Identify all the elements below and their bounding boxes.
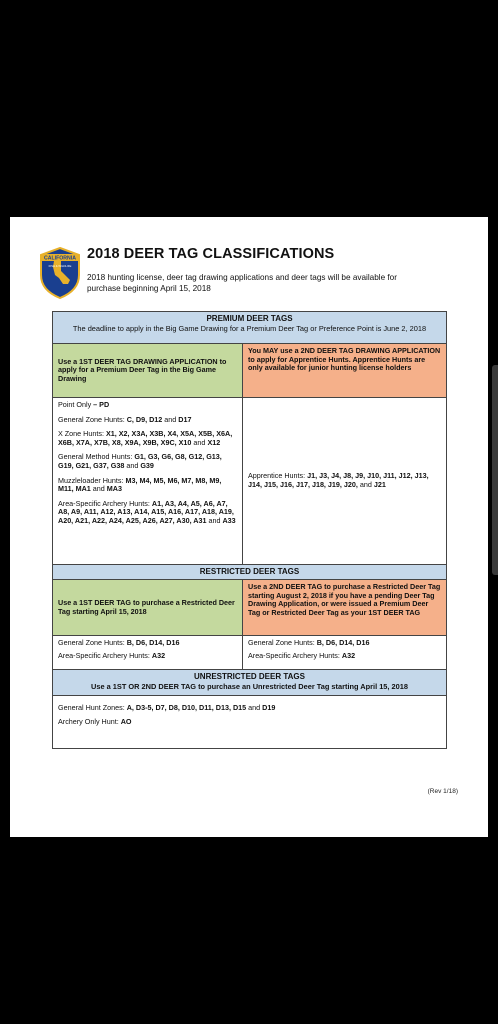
premium-left-header: Use a 1ST DEER TAG DRAWING APPLICATION to apply for a Premium Deer Tag in the Big Game Drawing xyxy=(53,344,243,397)
document-title: 2018 DEER TAG CLASSIFICATIONS xyxy=(87,246,335,262)
unrestricted-subtitle: Use a 1ST OR 2ND DEER TAG to purchase an Unrestricted Deer Tag starting April 15, 2018 xyxy=(91,682,408,691)
premium-content-row xyxy=(53,398,446,565)
list-item: Muzzleloader Hunts: M3, M4, M5, M6, M7, M8, M9, M11, MA1 and MA3 xyxy=(58,475,222,494)
list-item: Area-Specific Archery Hunts: A1, A3, A4, A5, A6, A7, A8, A9, A11, A12, A13, A14, A15, A16, A17, A18, A19, A20, A21, A22, A24, A25, A26, A27, A30, A31 and A33 xyxy=(58,498,236,525)
premium-band xyxy=(53,312,446,344)
list-item: General Hunt Zones: A, D3-5, D7, D8, D10, D11, D13, D15 and D19 xyxy=(58,703,276,712)
list-item: Area-Specific Archery Hunts: A32 xyxy=(248,650,356,660)
premium-right-list xyxy=(243,398,446,564)
restricted-header-row xyxy=(53,580,446,636)
list-item: General Zone Hunts: B, D6, D14, D16 xyxy=(248,638,370,647)
premium-right-header: You MAY use a 2ND DEER TAG DRAWING APPLICATION to apply for Apprentice Hunts. Apprentice Hunts are only available for junior hunting license holders xyxy=(243,344,446,397)
premium-left-list xyxy=(53,398,243,564)
list-item: Point Only – PD xyxy=(58,400,110,409)
list-item: Apprentice Hunts: J1, J3, J4, J8, J9, J10, J11, J12, J13, J14, J15, J16, J17, J18, J19, J20, and J21 xyxy=(248,471,429,489)
list-item: General Zone Hunts: B, D6, D14, D16 xyxy=(58,638,180,647)
document-subtitle: 2018 hunting license, deer tag drawing applications and deer tags will be available for purchase beginning April 15, 2018 xyxy=(87,273,397,293)
unrestricted-band xyxy=(53,670,446,696)
restricted-left-header: Use a 1ST DEER TAG to purchase a Restricted Deer Tag starting April 15, 2018 xyxy=(53,580,243,635)
restricted-right-list xyxy=(243,636,446,669)
list-item: X Zone Hunts: X1, X2, X3A, X3B, X4, X5A, X5B, X6A, X6B, X7A, X7B, X8, X9A, X9B, X9C, X10 and X12 xyxy=(58,429,233,447)
unrestricted-title: UNRESTRICTED DEER TAGS xyxy=(194,672,305,681)
logo-subtext: FISH & WILDLIFE xyxy=(48,264,72,268)
deer-tag-table xyxy=(52,311,447,749)
revision-label: (Rev 1/18) xyxy=(427,788,458,795)
premium-title: PREMIUM DEER TAGS xyxy=(206,314,293,323)
unrestricted-content xyxy=(53,696,446,730)
premium-deadline: The deadline to apply in the Big Game Drawing for a Premium Deer Tag or Preference Point is June 2, 2018 xyxy=(72,324,427,333)
california-fish-wildlife-badge-icon xyxy=(39,247,81,299)
list-item: Area-Specific Archery Hunts: A32 xyxy=(58,650,166,660)
restricted-title: RESTRICTED DEER TAGS xyxy=(199,567,300,576)
list-item: General Zone Hunts: C, D9, D12 and D17 xyxy=(58,414,192,424)
document-page xyxy=(10,217,488,837)
restricted-band xyxy=(53,565,446,580)
restricted-left-list xyxy=(53,636,243,669)
scroll-indicator xyxy=(492,365,498,575)
restricted-content-row xyxy=(53,636,446,670)
premium-header-row xyxy=(53,344,446,398)
restricted-right-header: Use a 2ND DEER TAG to purchase a Restricted Deer Tag starting August 2, 2018 if you have a pending Deer Tag Drawing Application, or were issued a Premium Deer Tag or Restricted Deer Tag as your 1ST DEER TAG xyxy=(243,580,446,635)
list-item: Archery Only Hunt: AO xyxy=(58,716,132,726)
logo-text: CALIFORNIA xyxy=(44,255,76,262)
list-item: General Method Hunts: G1, G3, G6, G8, G12, G13, G19, G21, G37, G38 and G39 xyxy=(58,452,222,470)
